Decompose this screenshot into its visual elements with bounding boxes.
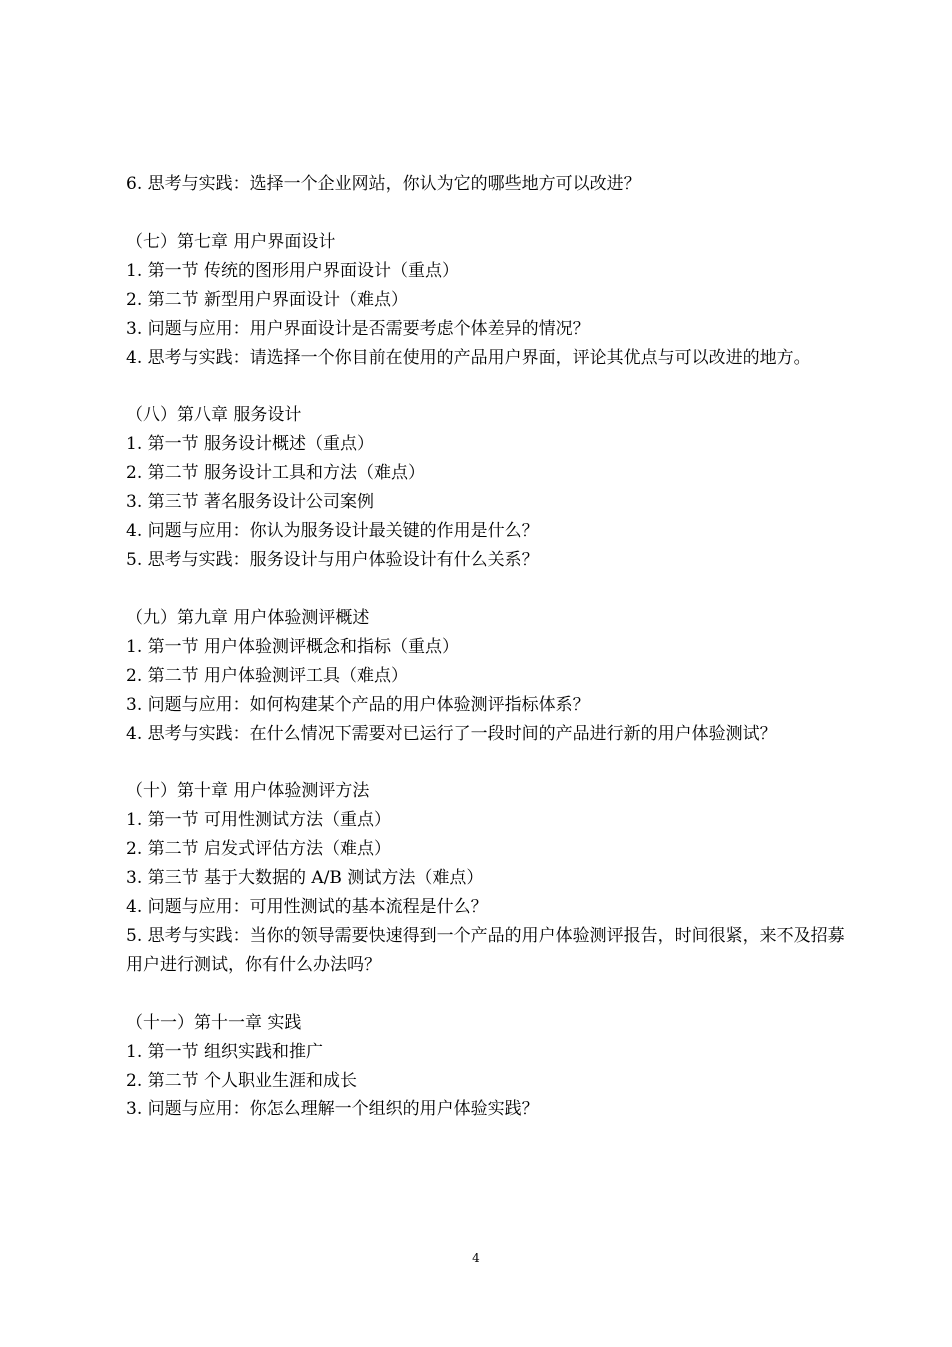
section-gap	[126, 575, 846, 604]
outline-item: 4. 思考与实践：请选择一个你目前在使用的产品用户界面，评论其优点与可以改进的地方。	[126, 347, 811, 368]
outline-item: 1. 第一节 组织实践和推广	[126, 1041, 324, 1062]
chapter-heading: （十）第十章 用户体验测评方法	[126, 781, 370, 802]
page-number: 4	[472, 1251, 480, 1265]
chapter-section	[126, 401, 846, 574]
chapter-heading: （八）第八章 服务设计	[126, 405, 302, 426]
outline-item: 1. 第一节 可用性测试方法（重点）	[126, 810, 392, 831]
outline-item: 4. 思考与实践：在什么情况下需要对已运行了一段时间的产品进行新的用户体验测试？	[126, 723, 777, 744]
outline-item: 2. 第二节 启发式评估方法（难点）	[126, 839, 392, 860]
chapter-heading: （九）第九章 用户体验测评概述	[126, 607, 370, 628]
chapter-section	[126, 1009, 846, 1125]
outline-item: 3. 问题与应用：用户界面设计是否需要考虑个体差异的情况？	[126, 318, 590, 339]
outline-item: 3. 第三节 著名服务设计公司案例	[126, 492, 375, 513]
outline-item: 2. 第二节 新型用户界面设计（难点）	[126, 289, 409, 310]
question-item: 6. 思考与实践：选择一个企业网站，你认为它的哪些地方可以改进？	[126, 174, 641, 194]
section-gap	[126, 199, 846, 228]
chapter-heading: （七）第七章 用户界面设计	[126, 231, 336, 252]
section-gap	[126, 372, 846, 401]
outline-item: 1. 第一节 传统的图形用户界面设计（重点）	[126, 260, 460, 281]
outline-item: 5. 思考与实践：当你的领导需要快速得到一个产品的用户体验测评报告，时间很紧，来不及招募用户进行测试，你有什么办法吗？	[126, 925, 845, 975]
outline-item: 5. 思考与实践：服务设计与用户体验设计有什么关系？	[126, 549, 539, 570]
section-gap	[126, 748, 846, 777]
outline-item: 1. 第一节 服务设计概述（重点）	[126, 434, 375, 455]
outline-item: 1. 第一节 用户体验测评概念和指标（重点）	[126, 636, 460, 657]
outline-item: 3. 问题与应用：如何构建某个产品的用户体验测评指标体系？	[126, 694, 590, 715]
outline-item: 2. 第二节 个人职业生涯和成长	[126, 1070, 358, 1091]
section-gap	[126, 980, 846, 1009]
outline-item: 3. 问题与应用：你怎么理解一个组织的用户体验实践？	[126, 1099, 539, 1120]
outline-item: 2. 第二节 服务设计工具和方法（难点）	[126, 463, 426, 484]
outline-item: 4. 问题与应用：你认为服务设计最关键的作用是什么？	[126, 521, 539, 542]
outline-item: 2. 第二节 用户体验测评工具（难点）	[126, 665, 409, 686]
chapter-heading: （十一）第十一章 实践	[126, 1012, 302, 1033]
chapter-section	[126, 228, 846, 373]
chapter-section	[126, 604, 846, 749]
page-content	[126, 170, 846, 1124]
chapter-section	[126, 777, 846, 979]
outline-item: 4. 问题与应用：可用性测试的基本流程是什么？	[126, 897, 488, 918]
outline-item: 3. 第三节 基于大数据的 A/B 测试方法（难点）	[126, 868, 484, 889]
